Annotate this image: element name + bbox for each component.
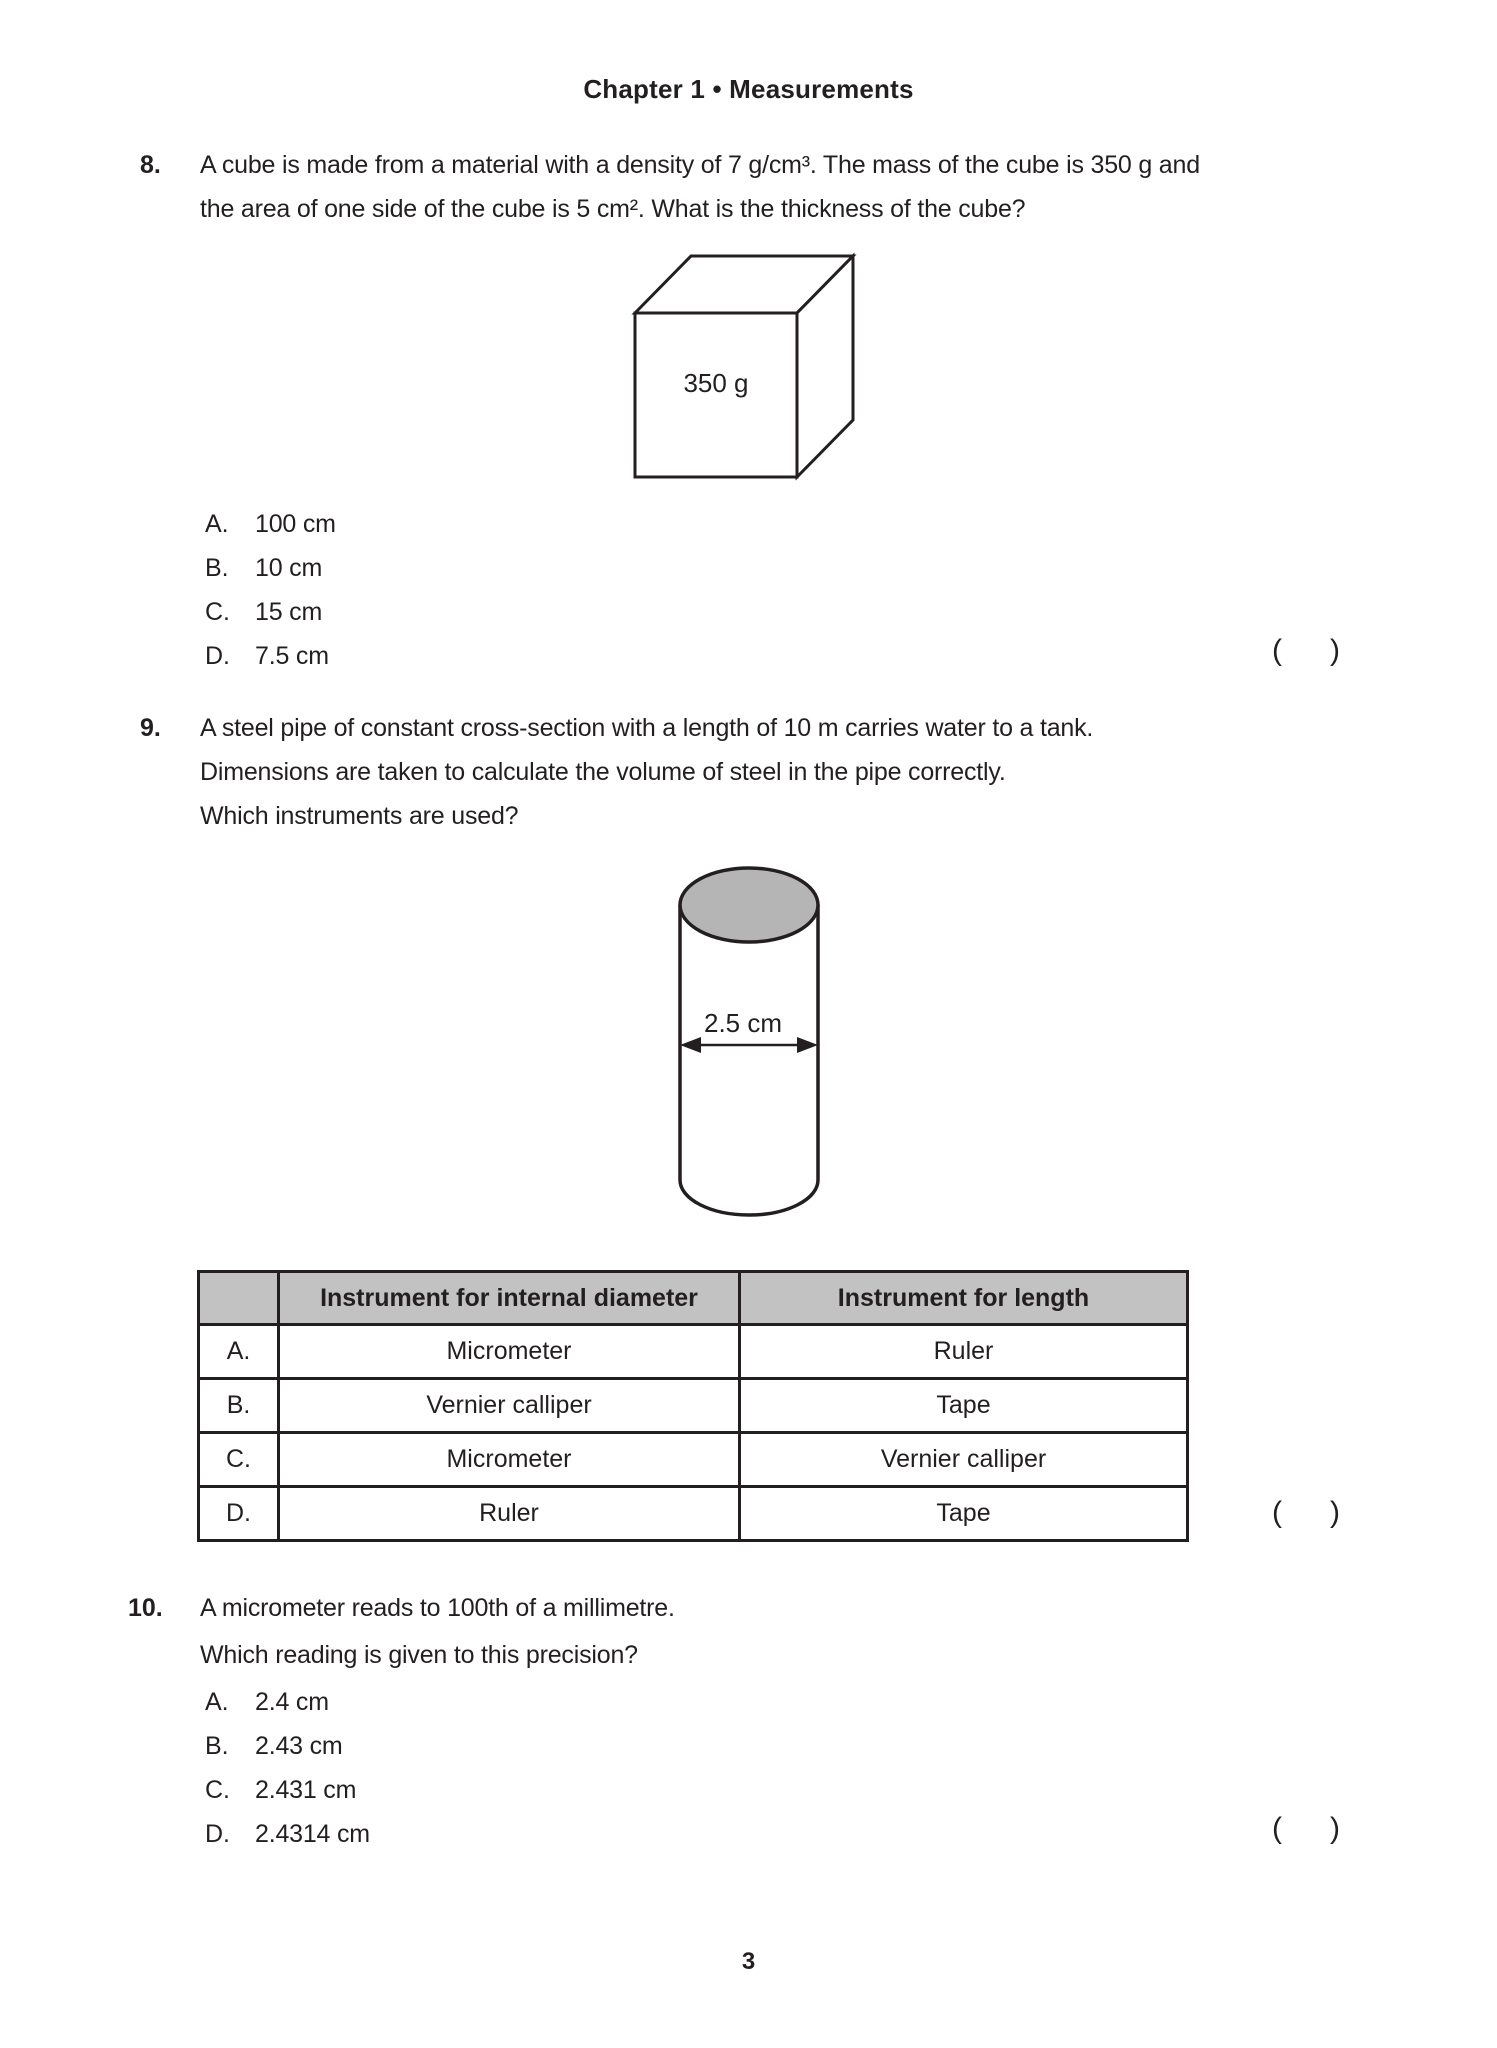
q8-option-c-letter: C. xyxy=(205,598,230,626)
table-row xyxy=(199,1487,1188,1541)
q9-number: 9. xyxy=(140,714,161,742)
page-number: 3 xyxy=(741,1948,756,1975)
q10-option-c-value: 2.431 cm xyxy=(255,1776,357,1804)
q10-text-line1: A micrometer reads to 100th of a millimetre. xyxy=(200,1594,675,1622)
q10-option-a-value: 2.4 cm xyxy=(255,1688,329,1716)
q10-option-c-letter: C. xyxy=(205,1776,230,1804)
q8-answer-bracket xyxy=(1272,636,1340,666)
q8-option-d-value: 7.5 cm xyxy=(255,642,329,670)
q8-text-line2: the area of one side of the cube is 5 cm². What is the thickness of the cube? xyxy=(200,195,1026,223)
q10-option-b-value: 2.43 cm xyxy=(255,1732,343,1760)
cylinder-top-face xyxy=(680,868,818,942)
pipe-diameter-label: 2.5 cm xyxy=(703,1008,783,1038)
chapter-header: Chapter 1 • Measurements xyxy=(583,74,914,104)
q9-text-line1: A steel pipe of constant cross-section with a length of 10 m carries water to a tank. xyxy=(200,714,1094,742)
q9-bracket-open: ( xyxy=(1272,1496,1282,1529)
table-row-b-diameter: Vernier calliper xyxy=(279,1379,740,1433)
cylinder-body xyxy=(680,905,818,1215)
cube-mass-label: 350 g xyxy=(683,368,749,398)
q10-option-a-letter: A. xyxy=(205,1688,229,1716)
table-row-a-diameter: Micrometer xyxy=(279,1325,740,1379)
q10-answer-bracket xyxy=(1272,1814,1340,1844)
table-header-diameter: Instrument for internal diameter xyxy=(279,1272,740,1325)
q9-text-line3: Which instruments are used? xyxy=(200,802,519,830)
q8-option-b-letter: B. xyxy=(205,554,229,582)
table-header-empty xyxy=(199,1272,279,1325)
cube-diagram xyxy=(620,243,870,488)
q9-text-line2: Dimensions are taken to calculate the volume of steel in the pipe correctly. xyxy=(200,758,1006,786)
q8-text-line1: A cube is made from a material with a density of 7 g/cm³. The mass of the cube is 350 g and xyxy=(200,151,1200,179)
table-header-row xyxy=(199,1272,1188,1325)
q8-bracket-close: ) xyxy=(1330,634,1340,667)
table-header-length: Instrument for length xyxy=(740,1272,1188,1325)
table-row xyxy=(199,1433,1188,1487)
table-row-d-letter: D. xyxy=(199,1487,279,1541)
q9-bracket-close: ) xyxy=(1330,1496,1340,1529)
table-row xyxy=(199,1379,1188,1433)
table-row-c-letter: C. xyxy=(199,1433,279,1487)
table-row-d-diameter: Ruler xyxy=(279,1487,740,1541)
table-row-a-length: Ruler xyxy=(740,1325,1188,1379)
q10-number: 10. xyxy=(128,1594,163,1622)
q8-bracket-open: ( xyxy=(1272,634,1282,667)
q10-bracket-close: ) xyxy=(1330,1812,1340,1845)
q8-option-a-letter: A. xyxy=(205,510,229,538)
q8-option-d-letter: D. xyxy=(205,642,230,670)
table-row-b-letter: B. xyxy=(199,1379,279,1433)
q8-option-a-value: 100 cm xyxy=(255,510,336,538)
q10-option-d-value: 2.4314 cm xyxy=(255,1820,370,1848)
q8-option-c-value: 15 cm xyxy=(255,598,323,626)
q8-option-b-value: 10 cm xyxy=(255,554,323,582)
q10-option-d-letter: D. xyxy=(205,1820,230,1848)
table-row-c-diameter: Micrometer xyxy=(279,1433,740,1487)
pipe-cylinder-diagram xyxy=(674,860,824,1225)
q10-bracket-open: ( xyxy=(1272,1812,1282,1845)
table-row-d-length: Tape xyxy=(740,1487,1188,1541)
q10-text-line2: Which reading is given to this precision? xyxy=(200,1641,638,1669)
table-row xyxy=(199,1325,1188,1379)
q8-number: 8. xyxy=(140,151,161,179)
table-row-b-length: Tape xyxy=(740,1379,1188,1433)
table-row-c-length: Vernier calliper xyxy=(740,1433,1188,1487)
q10-option-b-letter: B. xyxy=(205,1732,229,1760)
q9-answer-bracket xyxy=(1272,1498,1340,1528)
table-row-a-letter: A. xyxy=(199,1325,279,1379)
instruments-table xyxy=(197,1270,1189,1542)
